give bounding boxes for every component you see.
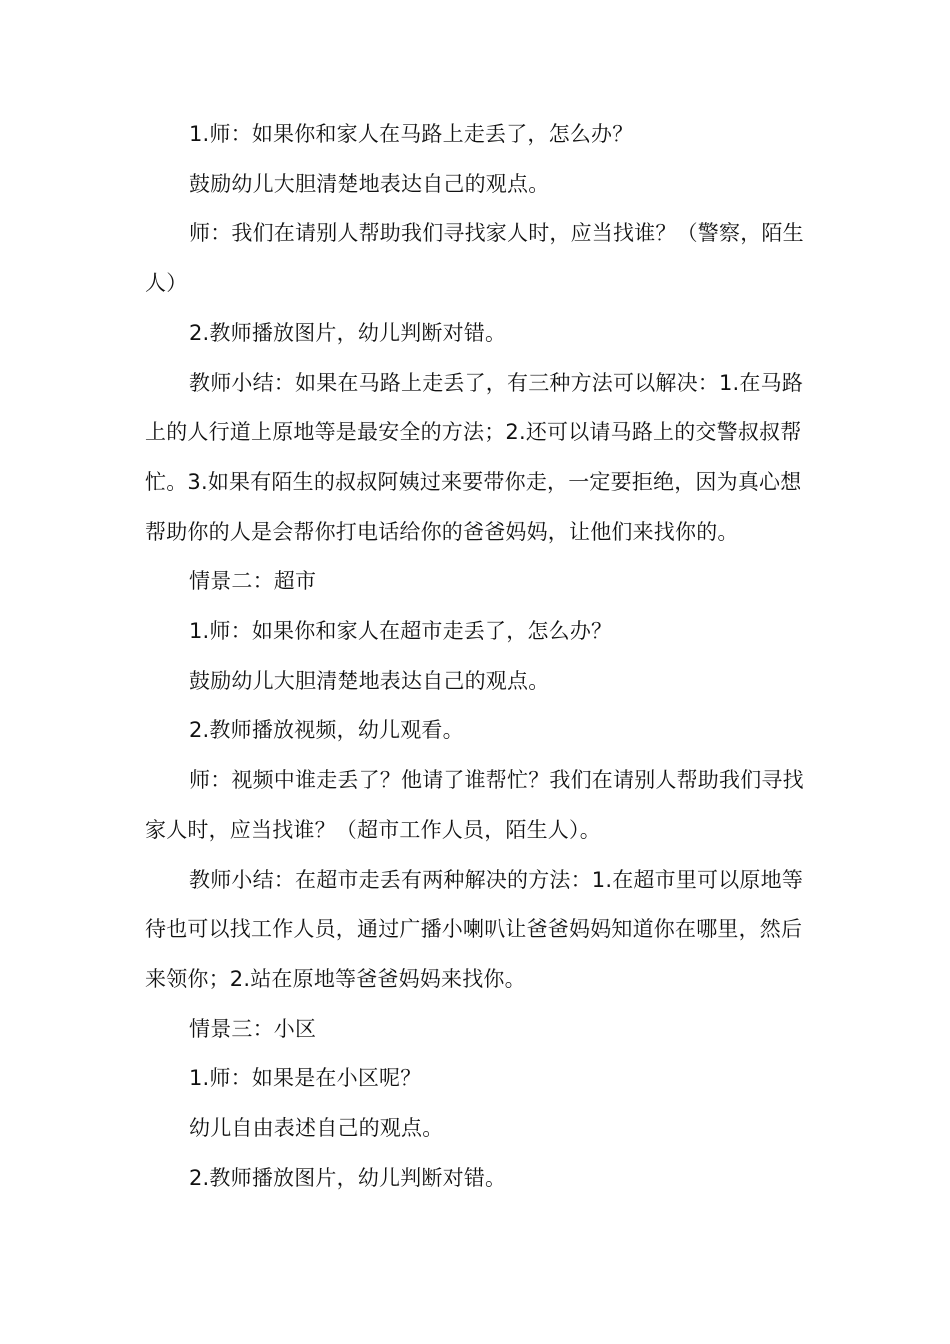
paragraph-supermarket-question: 1.师：如果你和家人在超市走丢了，怎么办？	[189, 619, 613, 644]
heading-scene-three: 情景三：小区	[189, 1016, 317, 1041]
paragraph-encourage-2: 鼓励幼儿大胆清楚地表达自己的观点。	[189, 668, 550, 693]
paragraph-encourage-1: 鼓励幼儿大胆清楚地表达自己的观点。	[189, 171, 550, 196]
paragraph-community-opinion: 幼儿自由表述自己的观点。	[189, 1116, 444, 1141]
paragraph-road-pictures: 2.教师播放图片，幼儿判断对错。	[189, 320, 507, 345]
paragraph-supermarket-video: 2.教师播放视频，幼儿观看。	[189, 718, 464, 743]
paragraph-road-who: 师：我们在请别人帮助我们寻找家人时，应当找谁？（警察，陌生人）	[145, 221, 804, 296]
heading-scene-two: 情景二：超市	[189, 569, 317, 594]
paragraph-supermarket-summary: 教师小结：在超市走丢有两种解决的方法：1.在超市里可以原地等待也可以找工作人员，通过广播小喇叭让爸爸妈妈知道你在哪里，然后来领你；2.站在原地等爸爸妈妈来找你。	[145, 867, 804, 991]
paragraph-community-question: 1.师：如果是在小区呢？	[189, 1066, 422, 1091]
paragraph-road-summary: 教师小结：如果在马路上走丢了，有三种方法可以解决：1.在马路上的人行道上原地等是最安全的方法；2.还可以请马路上的交警叔叔帮忙。3.如果有陌生的叔叔阿姨过来要带你走，一定要拒绝，因为真心想帮助你的人是会帮你打电话给你的爸爸妈妈，让他们来找你的。	[145, 370, 804, 544]
document-body	[145, 110, 815, 1203]
paragraph-supermarket-who: 师：视频中谁走丢了？他请了谁帮忙？我们在请别人帮助我们寻找家人时，应当找谁？（超市工作人员，陌生人）。	[145, 768, 804, 842]
paragraph-road-question: 1.师：如果你和家人在马路上走丢了，怎么办？	[189, 122, 634, 146]
paragraph-community-pictures: 2.教师播放图片，幼儿判断对错。	[189, 1165, 507, 1190]
